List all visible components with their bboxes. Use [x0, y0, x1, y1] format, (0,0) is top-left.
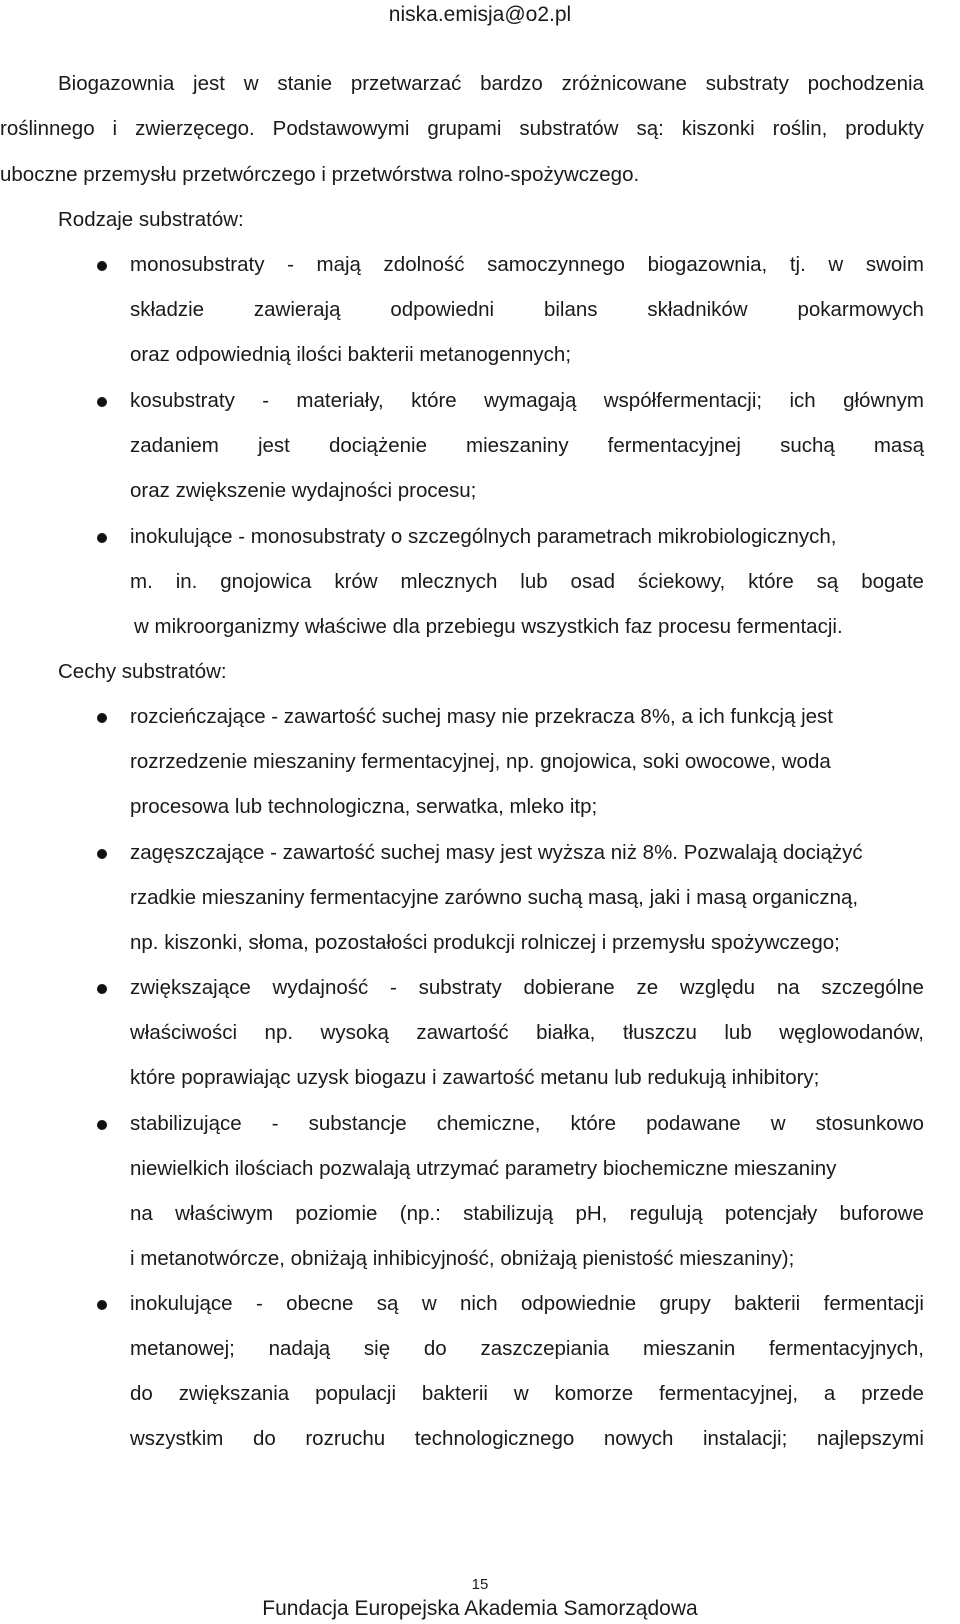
word: samoczynnego [487, 253, 625, 276]
features-item-3-line-2 [130, 1020, 924, 1046]
word: bogate [861, 570, 924, 593]
word: wymagają [484, 389, 577, 412]
word: ich [789, 389, 816, 412]
word: w [243, 72, 259, 95]
word: - [390, 976, 397, 999]
word: metanowej; [130, 1337, 235, 1360]
word: chemiczne, [436, 1112, 541, 1135]
word: kosubstraty [130, 389, 235, 412]
types-item-3-line-3: w mikroorganizmy właściwe dla przebiegu wszystkich faz procesu fermentacji. [134, 615, 843, 638]
word: składników [647, 298, 748, 321]
bullet-icon [97, 984, 107, 994]
word: suchą [780, 434, 835, 457]
word: nadają [268, 1337, 331, 1360]
word: wszystkim [130, 1427, 224, 1450]
word: które [748, 570, 794, 593]
word: wysoką [320, 1021, 389, 1044]
word: mieszaniny [466, 434, 569, 457]
word: w [421, 1292, 437, 1315]
features-heading: Cechy substratów: [58, 660, 227, 683]
word: wydajność [272, 976, 369, 999]
word: zawierają [253, 298, 341, 321]
bullet-icon [97, 261, 107, 271]
intro-line-2 [0, 116, 924, 142]
word: najlepszymi [816, 1427, 924, 1450]
word: Podstawowymi [272, 117, 410, 140]
word: krów [334, 570, 378, 593]
word: regulują [629, 1202, 703, 1225]
word: in. [175, 570, 198, 593]
word: dociążenie [328, 434, 427, 457]
bullet-icon [97, 533, 107, 543]
word: zadaniem [130, 434, 219, 457]
word: które [570, 1112, 617, 1135]
word: tj. [789, 253, 806, 276]
word: podawane [646, 1112, 741, 1135]
features-item-1-line-3: procesowa lub technologiczna, serwatka, mleko itp; [130, 795, 598, 818]
word: właściwości [130, 1021, 238, 1044]
word: lub [724, 1021, 752, 1044]
word: a [823, 1382, 836, 1405]
word: instalacji; [702, 1427, 788, 1450]
intro-line-3: uboczne przemysłu przetwórczego i przetwórstwa rolno-spożywczego. [0, 163, 640, 186]
word: stanie [277, 72, 333, 95]
bullet-icon [97, 397, 107, 407]
features-item-4-line-4: i metanotwórcze, obniżają inhibicyjność, obniżają pienistość mieszaniny); [130, 1247, 795, 1270]
features-item-1-line-1: rozcieńczające - zawartość suchej masy nie przekracza 8%, a ich funkcją jest [130, 705, 833, 728]
word: zróżnicowane [561, 72, 687, 95]
word: i [112, 117, 118, 140]
page-number: 15 [471, 1576, 489, 1593]
features-item-4-line-1 [130, 1111, 924, 1137]
word: zwiększające [130, 976, 251, 999]
features-item-5-line-3 [130, 1381, 924, 1407]
word: stabilizujące [130, 1112, 242, 1135]
types-item-1-line-1 [130, 252, 924, 278]
word: komorze [554, 1382, 634, 1405]
features-item-1-line-2: rozrzedzenie mieszaniny fermentacyjnej, np. gnojowica, soki owocowe, woda [130, 750, 831, 773]
word: - [262, 389, 270, 412]
word: zaszczepiania [480, 1337, 610, 1360]
word: względu [679, 976, 756, 999]
word: odpowiedni [390, 298, 495, 321]
word: w [770, 1112, 786, 1135]
word: zwierzęcego. [135, 117, 255, 140]
word: do [252, 1427, 276, 1450]
features-item-2-line-3: np. kiszonki, słoma, pozostałości produkcji rolniczej i przemysłu spożywczego; [130, 931, 840, 954]
types-item-2-line-2 [130, 433, 924, 459]
word: zawartość [416, 1021, 509, 1044]
word: nich [460, 1292, 498, 1315]
word: osad [570, 570, 616, 593]
word: substraty [418, 976, 502, 999]
word: na [776, 976, 800, 999]
word: które [411, 389, 457, 412]
word: na [130, 1202, 153, 1225]
bullet-icon [97, 1120, 107, 1130]
word: roślinnego [0, 117, 95, 140]
word: składzie [130, 298, 205, 321]
word: bakterii [421, 1382, 488, 1405]
word: technologicznego [414, 1427, 575, 1450]
features-item-4-line-3 [130, 1201, 924, 1227]
word: stosunkowo [815, 1112, 924, 1135]
word: - [287, 253, 294, 276]
word: białka, [536, 1021, 596, 1044]
word: np. [264, 1021, 294, 1044]
types-item-1-line-2 [130, 297, 924, 323]
word: roślin, [772, 117, 828, 140]
features-item-2-line-1: zagęszczające - zawartość suchej masy jest wyższa niż 8%. Pozwalają dociążyć [130, 841, 863, 864]
word: m. [130, 570, 153, 593]
features-item-5-line-1 [130, 1291, 924, 1317]
word: Biogazownia [58, 72, 175, 95]
word: przetwarzać [350, 72, 462, 95]
word: w [513, 1382, 529, 1405]
features-item-5-line-2 [130, 1336, 924, 1362]
word: mają [316, 253, 361, 276]
word: biogazownia, [647, 253, 768, 276]
features-item-3-line-1 [130, 975, 924, 1001]
types-item-1-line-3: oraz odpowiednią ilości bakterii metanogennych; [130, 343, 572, 366]
word: są [376, 1292, 399, 1315]
word: odpowiednie [521, 1292, 637, 1315]
word: węglowodanów, [779, 1021, 924, 1044]
word: mlecznych [400, 570, 498, 593]
word: głównym [843, 389, 924, 412]
bullet-icon [97, 1300, 107, 1310]
features-item-2-line-2: rzadkie mieszaniny fermentacyjne zarówno suchą masą, jaki i masą organiczną, [130, 886, 859, 909]
word: zwiększania [178, 1382, 290, 1405]
word: jest [257, 434, 290, 457]
word: swoim [865, 253, 924, 276]
features-item-3-line-3: które poprawiając uzysk biogazu i zawartość metanu lub redukują inhibitory; [130, 1066, 820, 1089]
word: przede [861, 1382, 924, 1405]
word: fermentacyjnej [607, 434, 741, 457]
word: współfermentacji; [603, 389, 763, 412]
word: produkty [845, 117, 924, 140]
intro-line-1 [58, 71, 924, 97]
word: nowych [603, 1427, 674, 1450]
word: gnojowica [220, 570, 312, 593]
word: grupami [427, 117, 502, 140]
word: poziomie [295, 1202, 378, 1225]
word: zdolność [383, 253, 465, 276]
word: substancje [308, 1112, 407, 1135]
word: kiszonki [681, 117, 755, 140]
word: jest [193, 72, 225, 95]
word: materiały, [296, 389, 384, 412]
word: masą [873, 434, 924, 457]
word: mieszanin [642, 1337, 736, 1360]
word: buforowe [839, 1202, 924, 1225]
word: tłuszczu [622, 1021, 697, 1044]
word: ściekowy, [637, 570, 726, 593]
word: pochodzenia [807, 72, 924, 95]
word: ze [636, 976, 659, 999]
features-item-5-line-4 [130, 1426, 924, 1452]
word: właściwym [175, 1202, 274, 1225]
word: obecne [286, 1292, 354, 1315]
word: pokarmowych [797, 298, 924, 321]
types-item-3-line-2 [130, 569, 924, 595]
word: substraty [705, 72, 789, 95]
word: fermentacji [823, 1292, 924, 1315]
word: substratów [519, 117, 619, 140]
word: są: [636, 117, 664, 140]
types-heading: Rodzaje substratów: [58, 208, 244, 231]
word: do [130, 1382, 153, 1405]
footer-organization: Fundacja Europejska Akademia Samorządowa [262, 1597, 698, 1620]
bullet-icon [97, 713, 107, 723]
word: monosubstraty [130, 253, 265, 276]
word: się [363, 1337, 391, 1360]
word: są [816, 570, 839, 593]
word: stabilizują [463, 1202, 554, 1225]
word: grupy [659, 1292, 711, 1315]
word: - [271, 1112, 279, 1135]
word: dobierane [523, 976, 615, 999]
word: w [828, 253, 844, 276]
types-item-2-line-3: oraz zwiększenie wydajności procesu; [130, 479, 477, 502]
word: pH, [575, 1202, 608, 1225]
word: fermentacyjnej, [659, 1382, 799, 1405]
word: fermentacyjnych, [769, 1337, 924, 1360]
word: potencjały [724, 1202, 818, 1225]
word: do [423, 1337, 447, 1360]
types-item-3-line-1: inokulujące - monosubstraty o szczególnych parametrach mikrobiologicznych, [130, 525, 837, 548]
word: inokulujące [130, 1292, 233, 1315]
word: bilans [543, 298, 598, 321]
types-item-2-line-1 [130, 388, 924, 414]
word: bakterii [734, 1292, 801, 1315]
word: - [255, 1292, 263, 1315]
word: (np.: [399, 1202, 441, 1225]
word: szczególne [821, 976, 924, 999]
header-email: niska.emisja@o2.pl [388, 3, 572, 26]
bullet-icon [97, 849, 107, 859]
word: populacji [315, 1382, 397, 1405]
word: lub [520, 570, 548, 593]
features-item-4-line-2: niewielkich ilościach pozwalają utrzymać parametry biochemiczne mieszaniny [130, 1157, 837, 1180]
word: rozruchu [305, 1427, 386, 1450]
word: bardzo [480, 72, 543, 95]
